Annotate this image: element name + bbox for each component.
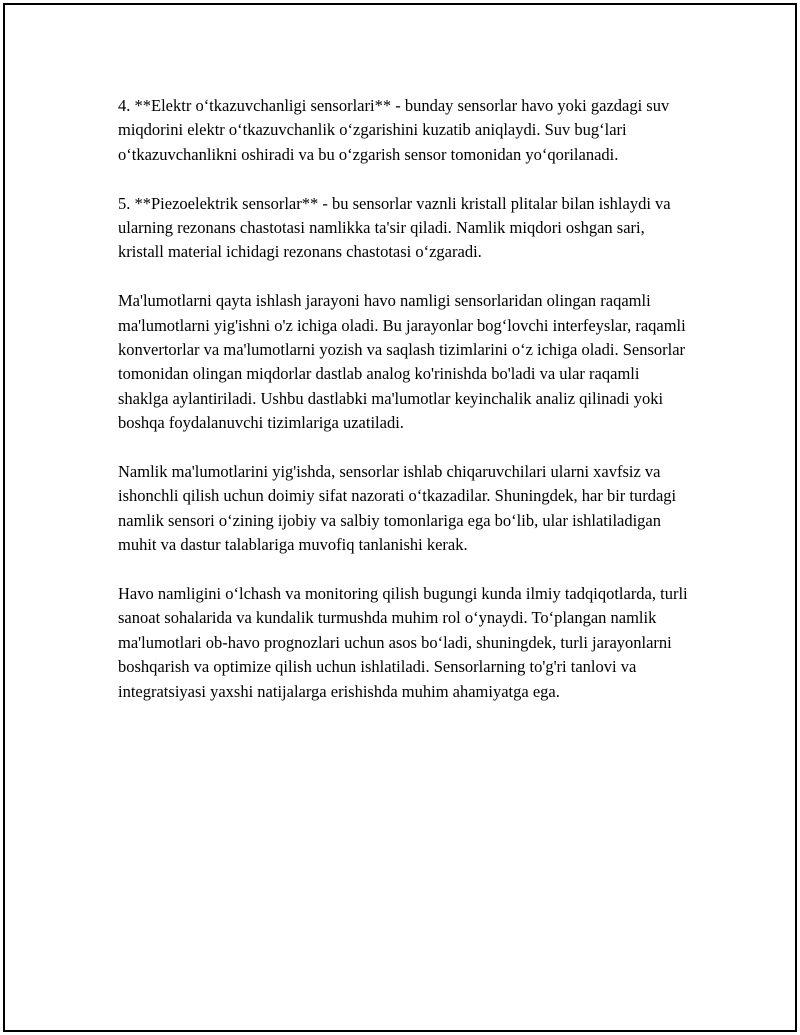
document-body	[118, 94, 688, 728]
paragraph-monitoring-importance: Havo namligini o‘lchash va monitoring qilish bugungi kunda ilmiy tadqiqotlarda, turli sanoat sohalarida va kundalik turmushda muhim rol o‘ynaydi. To‘plangan namlik ma'lumotlari ob-havo prognozlari uchun asos bo‘ladi, shuningdek, turli jarayonlarni boshqarish va optimize qilish uchun ishlatiladi. Sensorlarning to'g'ri tanlovi va integratsiyasi yaxshi natijalarga erishishda muhim ahamiyatga ega.	[118, 584, 688, 701]
paragraph-conductivity-sensors: 4. **Elektr o‘tkazuvchanligi sensorlari** - bunday sensorlar havo yoki gazdagi suv miqdorini elektr o‘tkazuvchanlik o‘zgarishini kuzatib aniqlaydi. Suv bug‘lari o‘tkazuvchanlikni oshiradi va bu o‘zgarish sensor tomonidan yo‘qorilanadi.	[118, 96, 670, 164]
paragraph-data-processing: Ma'lumotlarni qayta ishlash jarayoni havo namligi sensorlaridan olingan raqamli ma'lumotlarni yig'ishni o'z ichiga oladi. Bu jarayonlar bog‘lovchi interfeyslar, raqamli konvertorlar va ma'lumotlarni yozish va saqlash tizimlarini o‘z ichiga oladi. Sensorlar tomonidan olingan miqdorlar dastlab analog ko'rinishda bo'ladi va ular raqamli shaklga aylantiriladi. Ushbu dastlabki ma'lumotlar keyinchalik analiz qilinadi yoki boshqa foydalanuvchi tizimlariga uzatiladi.	[118, 291, 686, 433]
paragraph-piezoelectric-sensors: 5. **Piezoelektrik sensorlar** - bu sensorlar vaznli kristall plitalar bilan ishlaydi va ularning rezonans chastotasi namlikka ta'sir qiladi. Namlik miqdori oshgan sari, kristall material ichidagi rezonans chastotasi o‘zgaradi.	[118, 193, 671, 262]
paragraph-data-collection: Namlik ma'lumotlarini yig'ishda, sensorlar ishlab chiqaruvchilari ularni xavfsiz va ishonchli qilish uchun doimiy sifat nazorati o‘tkazadilar. Shuningdek, har bir turdagi namlik sensori o‘zining ijobiy va salbiy tomonlariga ega bo‘lib, ular ishlatiladigan muhit va dastur talablariga muvofiq tanlanishi kerak.	[118, 462, 677, 555]
